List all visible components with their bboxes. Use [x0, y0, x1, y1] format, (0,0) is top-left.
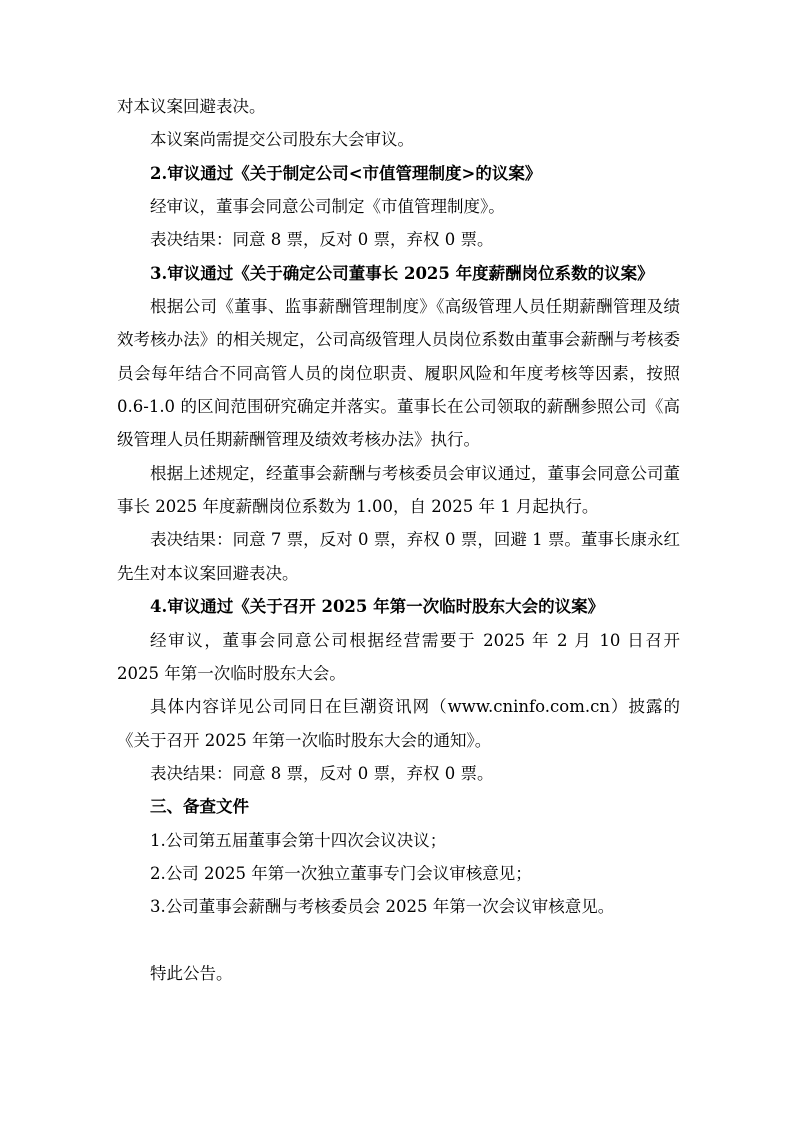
para-item-3-vote-result: 表决结果：同意 7 票，反对 0 票，弃权 0 票，回避 1 票。董事长康永红先生对本议案回避表决。	[117, 530, 680, 583]
heading-item-3-chairman-salary: 3.审议通过《关于确定公司董事长 2025 年度薪酬岗位系数的议案》	[150, 263, 654, 283]
blank-line	[117, 924, 680, 957]
para-doc-item-3: 3.公司董事会薪酬与考核委员会 2025 年第一次会议审核意见。	[150, 897, 615, 917]
para-item-3-resolution: 根据上述规定，经董事会薪酬与考核委员会审议通过，董事会同意公司董事长 2025 年度薪酬岗位系数为 1.00，自 2025 年 1 月起执行。	[117, 463, 680, 517]
heading-item-4-egm: 4.审议通过《关于召开 2025 年第一次临时股东大会的议案》	[150, 597, 605, 617]
para-item-3-basis: 根据公司《董事、监事薪酬管理制度》《高级管理人员任期薪酬管理及绩效考核办法》的相关规定，公司高级管理人员岗位系数由董事会薪酬与考核委员会每年结合不同高管人员的岗位职责、履职风险和年度考核等因素，按照 0.6-1.0 的区间范围研究确定并落实。董事长在公司领取的薪酬参照公司《高级管理人员任期薪酬管理及绩效考核办法》执行。	[117, 297, 680, 450]
para-doc-item-2: 2.公司 2025 年第一次独立董事专门会议审核意见；	[150, 863, 532, 883]
para-doc-item-1: 1.公司第五届董事会第十四次会议决议；	[150, 830, 447, 850]
para-announcement-closing: 特此公告。	[150, 963, 233, 983]
document-body	[117, 90, 680, 990]
heading-item-2-market-value: 2.审议通过《关于制定公司<市值管理制度>的议案》	[150, 163, 542, 183]
para-recusal-continuation: 对本议案回避表决。	[117, 97, 266, 116]
heading-documents-available: 三、备查文件	[150, 797, 249, 817]
para-item-4-resolution: 经审议，董事会同意公司根据经营需要于 2025 年 2 月 10 日召开 2025 年第一次临时股东大会。	[117, 630, 680, 683]
para-submit-shareholders: 本议案尚需提交公司股东大会审议。	[150, 130, 414, 150]
para-item-2-vote-result: 表决结果：同意 8 票，反对 0 票，弃权 0 票。	[150, 230, 494, 250]
para-item-4-disclosure: 具体内容详见公司同日在巨潮资讯网（www.cninfo.com.cn）披露的《关于召开 2025 年第一次临时股东大会的通知》。	[117, 697, 680, 750]
para-item-2-resolution: 经审议，董事会同意公司制定《市值管理制度》。	[150, 197, 505, 217]
para-item-4-vote-result: 表决结果：同意 8 票，反对 0 票，弃权 0 票。	[150, 763, 494, 783]
